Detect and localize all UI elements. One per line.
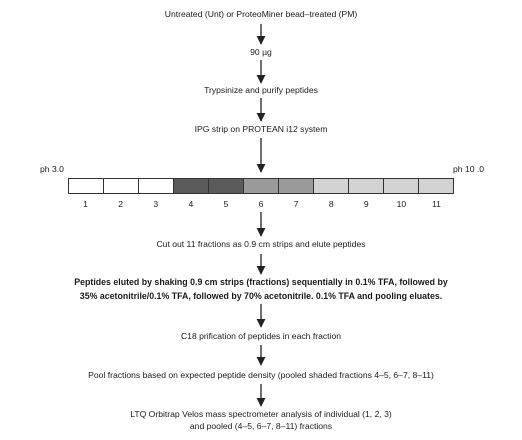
step-trypsinize: Trypsinize and purify peptides — [204, 85, 318, 95]
fraction-number-7: 7 — [293, 199, 299, 209]
step-sample-type: Untreated (Unt) or ProteoMiner bead–treated (PM) — [164, 9, 358, 19]
fraction-number-2: 2 — [118, 199, 124, 209]
strip-fraction-2 — [104, 179, 139, 193]
step-ipg-strip: IPG strip on PROTEAN i12 system — [194, 124, 328, 134]
strip-fraction-5 — [209, 179, 244, 193]
fraction-numbers — [68, 199, 454, 209]
ph-left-label: ph 3.0 — [40, 164, 64, 174]
step-ms-analysis-line-1: LTQ Orbitrap Velos mass spectrometer analysis of individual (1, 2, 3) — [130, 409, 392, 419]
strip-fraction-6 — [244, 179, 279, 193]
strip-fraction-10 — [384, 179, 419, 193]
step-cut-fractions: Cut out 11 fractions as 0.9 cm strips and elute peptides — [156, 239, 366, 249]
strip-fraction-9 — [349, 179, 384, 193]
fraction-number-10: 10 — [396, 199, 407, 209]
fraction-number-6: 6 — [258, 199, 264, 209]
fraction-number-5: 5 — [223, 199, 229, 209]
step-c18-purification: C18 prification of peptides in each fraction — [180, 331, 342, 341]
fraction-number-3: 3 — [153, 199, 159, 209]
fraction-number-9: 9 — [363, 199, 369, 209]
step-elute-line-1: Peptides eluted by shaking 0.9 cm strips (fractions) sequentially in 0.1% TFA, followed by — [74, 277, 448, 287]
fraction-number-11: 11 — [432, 199, 441, 209]
step-ms-analysis-line-2: and pooled (4–5, 6–7, 8–11) fractions — [189, 421, 333, 431]
strip-fraction-11 — [419, 179, 453, 193]
ph-right-label: ph 10 .0 — [453, 164, 485, 174]
step-pool-fractions: Pool fractions based on expected peptide density (pooled shaded fractions 4–5, 6–7, 8–11) — [88, 370, 434, 380]
strip-fraction-3 — [139, 179, 174, 193]
step-amount: 90 µg — [250, 47, 272, 57]
ipg-strip — [68, 178, 454, 194]
strip-fraction-4 — [174, 179, 209, 193]
step-elute-line-2: 35% acetonitrile/0.1% TFA, followed by 70% acetonitrile. 0.1% TFA and pooling eluates. — [79, 291, 443, 301]
fraction-number-8: 8 — [328, 199, 334, 209]
fraction-number-1: 1 — [83, 199, 88, 209]
strip-fraction-8 — [314, 179, 349, 193]
fraction-number-4: 4 — [188, 199, 194, 209]
strip-fraction-1 — [69, 179, 104, 193]
strip-fraction-7 — [279, 179, 314, 193]
